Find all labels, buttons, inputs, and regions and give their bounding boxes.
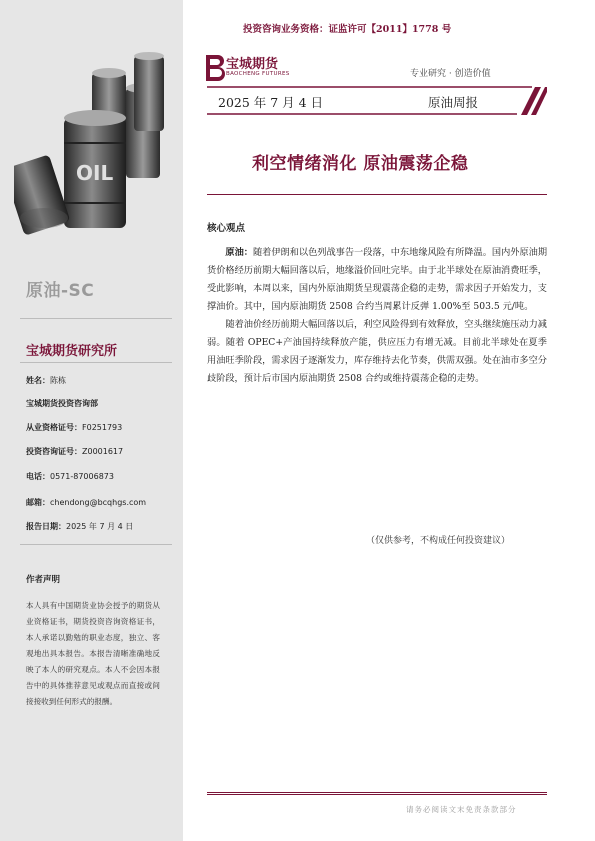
consult-row [26,446,123,457]
practice-row [26,422,122,433]
logo-english-name: BAOCHENG FUTURES [226,71,290,77]
report-date: 2025 年 7 月 4 日 [218,95,324,110]
email-label: 邮箱： [26,498,50,507]
footer-divider [207,792,547,793]
phone-row [26,471,114,482]
department: 宝城期货投资咨询部 [26,399,98,408]
report-date-value: 2025 年 7 月 4 日 [66,522,134,531]
sidebar [0,0,183,841]
declaration-text: 本人具有中国期货业协会授予的期货从业资格证书，期货投资咨询资格证书，本人承诺以勤勉的职业态度，独立、客观地出具本报告。本报告清晰准确地反映了本人的研究观点。本人不会因本报告中的具体推荐意见或观点而直接或间接接收到任何形式的报酬。 [26,601,160,706]
email-row [26,497,146,508]
oil-barrels-image [14,48,174,238]
qualification-line: 投资咨询业务资格：证监许可【2011】1778 号 [243,24,452,35]
barrel-label: OIL [76,161,114,185]
commodity-label: 原油-SC [26,281,95,301]
logo-name: 宝城期货 [226,57,279,72]
email-link[interactable]: chendong@bcqhgs.com [50,498,147,507]
declaration-title: 作者声明 [26,575,61,585]
phone-label: 电话： [26,472,50,481]
sidebar-divider [20,362,172,363]
footer-divider [207,794,547,795]
consult-label: 投资咨询证号： [26,447,82,456]
paragraph-1-lead: 原油： [225,247,253,258]
paragraph-1-text: 随着伊朗和以色列战事告一段落，中东地缘风险有所降温。国内外原油期货价格经历前期大幅回落以后，地缘溢价回吐完毕。由于北半球处在原油消费旺季，受此影响，本周以来，国内外原油期货呈现震荡企稳的走势，需求因子开始发力，支撑油价。其中，国内原油期货 2508 合约当周累计反弹 1.00%至 503.5 元/吨。 [207,247,548,312]
paragraph-2: 随着油价经历前期大幅回落以后，利空风险得到有效释放，空头继续施压动力减弱。随着 OPEC+产油国持续释放产能，供应压力有增无减。目前北半球处在夏季用油旺季阶段，需求因子逐渐发力，库存维持去化节奏，供需双强。处在油市多空分歧阶段，预计后市国内原油期货 2508 合约或维持震荡企稳的走势。 [207,319,547,384]
report-type: 原油周报 [428,95,479,110]
core-views-body [207,244,547,388]
practice-number: F0251793 [82,423,123,432]
report-date-label: 报告日期： [26,522,66,531]
core-views-heading: 核心观点 [207,223,246,234]
sidebar-divider [20,544,172,545]
sidebar-divider [20,318,172,319]
slogan: 专业研究 · 创造价值 [410,69,491,79]
author-name: 陈栋 [50,376,66,385]
report-date-row [26,521,133,532]
report-title: 利空情绪消化 原油震荡企稳 [252,154,469,174]
footer-note: 请务必阅读文末免责条款部分 [406,805,517,814]
paragraph-1 [207,244,547,316]
institute-name: 宝城期货研究所 [26,344,118,359]
phone-number: 0571-87006873 [50,472,114,481]
title-divider [207,194,547,195]
author-label: 姓名： [26,376,50,385]
practice-label: 从业资格证号： [26,423,82,432]
investment-disclaimer: （仅供参考，不构成任何投资建议） [366,536,511,546]
author-row [26,375,66,386]
consult-number: Z0001617 [82,447,124,456]
